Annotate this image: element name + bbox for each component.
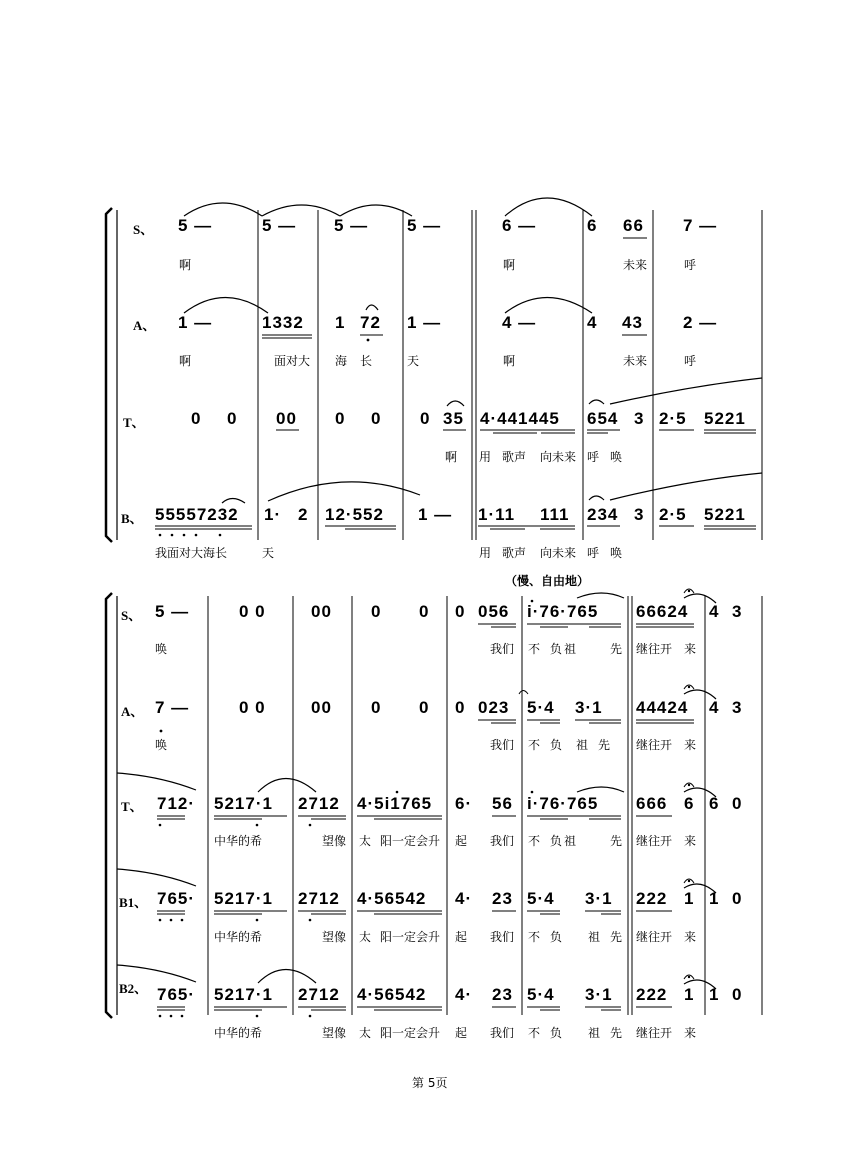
note: 5 — <box>334 216 369 235</box>
note: 1 <box>335 313 346 332</box>
lyric: 中华的希 <box>214 1026 263 1040</box>
part-label-bass2: B2、 <box>119 981 148 996</box>
note: 1 — <box>418 505 453 524</box>
lyric: 起 <box>455 930 468 944</box>
lyric: 望像 <box>322 834 347 848</box>
note: 234 <box>587 505 619 524</box>
note: 66 <box>623 216 644 235</box>
lyric: 负 <box>550 738 563 752</box>
note: 2712 <box>298 985 340 1004</box>
note: 0 <box>455 698 466 717</box>
lyric: 呼 <box>684 354 697 368</box>
note: 4·56542 <box>357 985 427 1004</box>
lyric: 用 <box>479 546 492 560</box>
lyric: 望像 <box>322 1026 347 1040</box>
note: 3 <box>732 698 743 717</box>
lyric: 向未来 <box>540 450 577 464</box>
note: 3 <box>634 409 645 428</box>
page-number: 第 5页 <box>412 1076 448 1090</box>
lyric: 来 <box>684 738 697 752</box>
note: 1 <box>684 889 695 908</box>
part-label-bass: B、 <box>121 511 143 526</box>
lyric: 太 <box>359 834 372 848</box>
lyric: 用 <box>479 450 492 464</box>
part-label-alto: A、 <box>121 704 144 719</box>
note: 2712 <box>298 889 340 908</box>
note: 0 0 <box>239 602 266 621</box>
note: 765· <box>157 889 196 908</box>
note: 2712 <box>298 794 340 813</box>
lyric: 祖 <box>588 1026 601 1040</box>
lyric: 阳一定会升 <box>380 930 441 944</box>
lyric: 不 <box>528 930 541 944</box>
lyric: 起 <box>455 834 468 848</box>
note: 666 <box>636 794 668 813</box>
note: 0 <box>732 794 743 813</box>
lyric: 中华的希 <box>214 834 263 848</box>
lyric: 我们 <box>490 738 515 752</box>
note: 1·11 <box>478 505 516 524</box>
lyric: 继往开 <box>636 738 673 752</box>
lyric: 我们 <box>490 642 515 656</box>
lyric: 未来 <box>623 258 648 272</box>
part-label-tenor: T、 <box>123 415 145 430</box>
note: 6 <box>709 794 720 813</box>
lyric: 唤 <box>610 450 623 464</box>
lyric: 太 <box>359 930 372 944</box>
note: 2 <box>298 505 309 524</box>
part-label-soprano: S、 <box>133 222 154 237</box>
note: 2·5 <box>659 505 687 524</box>
lyric: 我们 <box>490 930 515 944</box>
lyric: 祖 <box>576 738 589 752</box>
note: 1 <box>709 889 720 908</box>
note: 0 <box>455 602 466 621</box>
lyric: 啊 <box>445 450 458 464</box>
lyric: 不 <box>528 1026 541 1040</box>
lyric: 继往开 <box>636 930 673 944</box>
note: 2·5 <box>659 409 687 428</box>
lyric: 先 <box>598 738 611 752</box>
note: 0 <box>419 698 430 717</box>
note: 5 — <box>262 216 297 235</box>
lyric: 负 <box>550 1026 563 1040</box>
lyric: 来 <box>684 930 697 944</box>
note: 72 <box>360 313 381 332</box>
lyric: 长 <box>360 354 373 368</box>
lyric: 负 <box>550 642 563 656</box>
note: 4 <box>709 698 720 717</box>
note: 5 — <box>407 216 442 235</box>
note: 1 — <box>407 313 442 332</box>
note: 056 <box>478 602 510 621</box>
note: 222 <box>636 985 668 1004</box>
note: 712· <box>157 794 196 813</box>
lyric: 啊 <box>503 354 516 368</box>
note: 3·1 <box>585 985 613 1004</box>
lyric: 望像 <box>322 930 347 944</box>
note: 5 — <box>155 602 190 621</box>
note: i·76·765 <box>527 602 599 621</box>
lyric: 呼 <box>684 258 697 272</box>
note: 3 <box>732 602 743 621</box>
note: 3 <box>634 505 645 524</box>
note: 23 <box>492 889 513 908</box>
lyric: 祖 <box>588 930 601 944</box>
lyric: 负 <box>550 930 563 944</box>
lyric: 我们 <box>490 834 515 848</box>
note: 43 <box>622 313 643 332</box>
lyric: 天 <box>262 546 275 560</box>
note: 6 <box>587 216 598 235</box>
note: 12·552 <box>325 505 384 524</box>
lyric: 太 <box>359 1026 372 1040</box>
lyric: 向未来 <box>540 546 577 560</box>
part-label-tenor: T、 <box>121 799 143 814</box>
note: 1 — <box>178 313 213 332</box>
system2-bracket <box>106 593 112 1018</box>
lyric: 未来 <box>623 354 648 368</box>
note: 55557232 <box>155 505 239 524</box>
note: 111 <box>540 505 570 524</box>
note: 5·4 <box>527 889 555 908</box>
lyric: 阳一定会升 <box>380 1026 441 1040</box>
lyric: 呼 <box>587 546 600 560</box>
note: 0 0 <box>239 698 266 717</box>
lyric: 阳一定会升 <box>380 834 441 848</box>
note: 0 <box>335 409 346 428</box>
note: 66624 <box>636 602 689 621</box>
note: 0 <box>371 409 382 428</box>
note: 5221 <box>704 505 746 524</box>
lyric: 继往开 <box>636 1026 673 1040</box>
note: 1 <box>709 985 720 1004</box>
note: 1 <box>684 985 695 1004</box>
note: 6 <box>684 794 695 813</box>
lyric: 不 <box>528 834 541 848</box>
lyric: 歌声 <box>502 450 527 464</box>
note: 1332 <box>262 313 304 332</box>
lyric: 先 <box>610 930 623 944</box>
lyric: 继往开 <box>636 642 673 656</box>
lyric: 海 <box>335 354 348 368</box>
part-label-soprano: S、 <box>121 608 142 623</box>
lyric: 啊 <box>503 258 516 272</box>
note: 4 <box>587 313 598 332</box>
lyric: 中华的希 <box>214 930 263 944</box>
note: 222 <box>636 889 668 908</box>
lyric: 不 <box>528 738 541 752</box>
note: 765· <box>157 985 196 1004</box>
tempo-marking: （慢、自由地） <box>505 574 590 588</box>
note: 0 <box>371 602 382 621</box>
lyric: 呼 <box>587 450 600 464</box>
lyric: 祖 <box>564 834 577 848</box>
note: 0 <box>420 409 431 428</box>
note: 4· <box>455 889 473 908</box>
note: 00 <box>276 409 297 428</box>
lyric: 天 <box>407 354 420 368</box>
note: 35 <box>443 409 464 428</box>
note: 5221 <box>704 409 746 428</box>
note: 5·4 <box>527 985 555 1004</box>
note: 0 <box>732 889 743 908</box>
note: 0 <box>371 698 382 717</box>
note: 4· <box>455 985 473 1004</box>
note: 3·1 <box>575 698 603 717</box>
note: 4 <box>709 602 720 621</box>
note: 4 — <box>502 313 537 332</box>
note: 0 <box>732 985 743 1004</box>
note: 4·441445 <box>480 409 560 428</box>
lyric: 来 <box>684 642 697 656</box>
lyric: 唤 <box>610 546 623 560</box>
note: 6· <box>455 794 473 813</box>
lyric: 先 <box>610 1026 623 1040</box>
note: 23 <box>492 985 513 1004</box>
note: 3·1 <box>585 889 613 908</box>
lyric: 我们 <box>490 1026 515 1040</box>
lyric: 继往开 <box>636 834 673 848</box>
lyric: 我面对大海长 <box>155 546 228 560</box>
lyric: 来 <box>684 834 697 848</box>
lyric: 面对大 <box>274 354 311 368</box>
lyric: 唤 <box>155 738 168 752</box>
lyric: 啊 <box>179 258 192 272</box>
lyric: 先 <box>610 834 623 848</box>
note: 0 <box>191 409 202 428</box>
note: 00 <box>311 698 332 717</box>
note: 1· <box>264 505 282 524</box>
lyric: 祖 <box>564 642 577 656</box>
note: 5217·1 <box>214 794 273 813</box>
lyric: 先 <box>610 642 623 656</box>
lyric: 啊 <box>179 354 192 368</box>
note: 4·5i1765 <box>357 794 433 813</box>
lyric: 负 <box>550 834 563 848</box>
note: 5217·1 <box>214 889 273 908</box>
lyric: 来 <box>684 1026 697 1040</box>
note: 654 <box>587 409 619 428</box>
note: 5217·1 <box>214 985 273 1004</box>
note: 7 — <box>155 698 190 717</box>
part-label-alto: A、 <box>133 318 156 333</box>
lyric: 不 <box>528 642 541 656</box>
note: 4·56542 <box>357 889 427 908</box>
part-label-bass1: B1、 <box>119 895 148 910</box>
note: 6 — <box>502 216 537 235</box>
lyric: 唤 <box>155 642 168 656</box>
note: 023 <box>478 698 510 717</box>
note: i·76·765 <box>527 794 599 813</box>
note: 5 — <box>178 216 213 235</box>
note: 0 <box>227 409 238 428</box>
note: 5·4 <box>527 698 555 717</box>
note: 56 <box>492 794 513 813</box>
lyric: 歌声 <box>502 546 527 560</box>
note: 44424 <box>636 698 689 717</box>
lyric: 起 <box>455 1026 468 1040</box>
note: 00 <box>311 602 332 621</box>
note: 0 <box>419 602 430 621</box>
note: 2 — <box>683 313 718 332</box>
note: 7 — <box>683 216 718 235</box>
